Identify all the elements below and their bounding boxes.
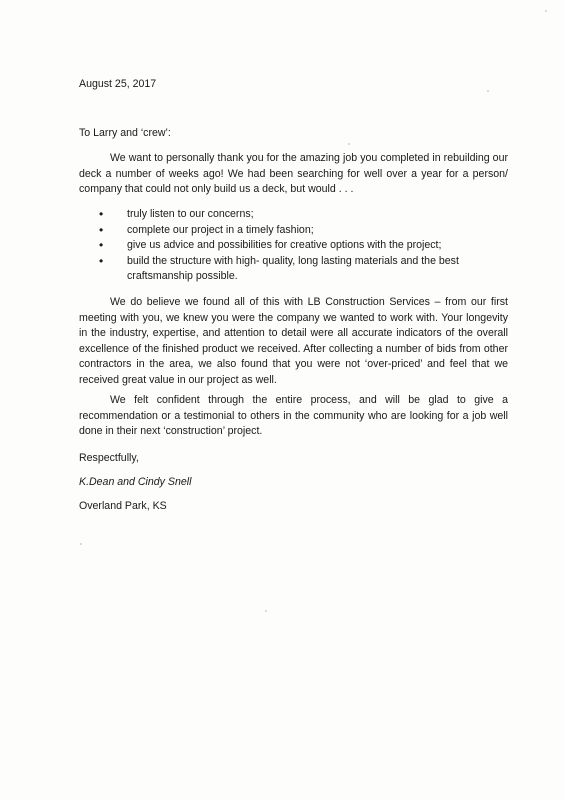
list-item-text: build the structure with high- quality, long lasting materials and the best craftsmanship possible. xyxy=(127,254,459,282)
bullet-icon: • xyxy=(99,238,104,252)
bullet-icon: • xyxy=(99,207,104,221)
paragraph-thanks: We want to personally thank you for the amazing job you completed in rebuilding our deck a number of weeks ago! We had been searching for well over a year for a person/ company that could not only build us a deck, but would . . . xyxy=(79,152,508,195)
signature: K.Dean and Cindy Snell xyxy=(79,476,192,488)
scan-speck xyxy=(348,143,350,145)
letter-date: August 25, 2017 xyxy=(79,78,157,90)
list-item xyxy=(79,207,508,223)
location: Overland Park, KS xyxy=(79,500,167,512)
scan-speck xyxy=(265,610,267,612)
list-item xyxy=(79,254,508,285)
scan-speck xyxy=(487,90,489,92)
bullet-icon: • xyxy=(99,222,104,237)
list-item xyxy=(79,223,508,239)
list-item-text: give us advice and possibilities for creative options with the project; xyxy=(127,239,442,251)
list-item xyxy=(79,238,508,254)
closing: Respectfully, xyxy=(79,452,139,464)
bullet-icon: • xyxy=(99,253,104,268)
requirements-list xyxy=(79,207,508,285)
paragraph-recommendation: We felt confident through the entire process, and will be glad to give a recommendation or a testimonial to others in the community who are looking for a job well done in their next ‘construction’ project. xyxy=(79,394,508,437)
scan-speck xyxy=(545,10,547,12)
scan-speck xyxy=(80,543,82,545)
list-item-text: truly listen to our concerns; xyxy=(127,208,254,220)
salutation: To Larry and ‘crew’: xyxy=(79,127,171,139)
list-item-text: complete our project in a timely fashion; xyxy=(127,223,314,236)
paragraph-praise: We do believe we found all of this with LB Construction Services – from our first meeting with you, we knew you were the company we wanted to work with. Your longevity in the industry, expertise, and attention to detail were all accurate indicators of the overall excellence of the finished product we received. After collecting a number of bids from other contractors in the area, we also found that you were not ‘over-priced’ and feel that we received great value in our project as well. xyxy=(79,296,508,386)
